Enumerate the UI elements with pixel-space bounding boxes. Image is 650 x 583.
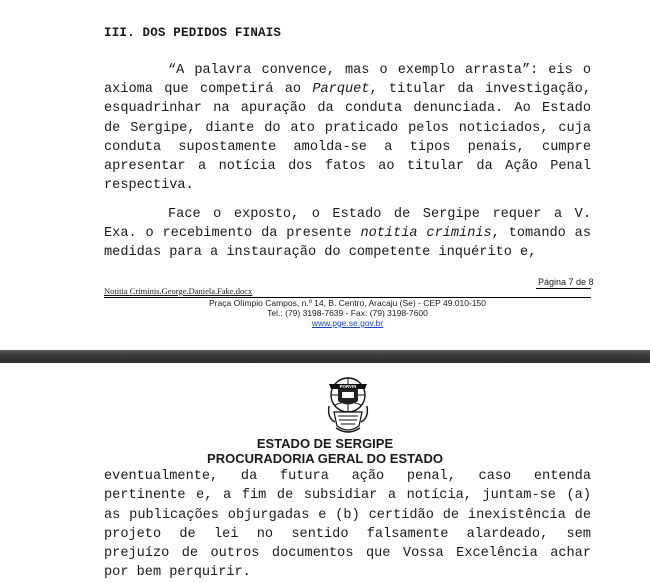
paragraph-1-italic: Parquet: [312, 82, 370, 98]
section-heading: III. DOS PEDIDOS FINAIS: [104, 26, 282, 40]
paragraph-1: [104, 61, 591, 195]
footer-file-name: [104, 286, 591, 298]
file-name-text: Notitia Criminis.George.Daniela.Fake.docx: [104, 286, 253, 296]
state-seal-icon: [325, 376, 371, 438]
state-name: ESTADO DE SERGIPE: [256, 436, 394, 451]
footer-website-link[interactable]: www.pge.se.gov.br: [311, 318, 384, 328]
paragraph-1-text-b: , titular da investigação, esquadrinhar na apuração da conduta denunciada. Ao Estado de Sergipe, diante do ato praticado pelos noticiados, cuja conduta supostamente amolda-se a tipos penais, cumpre apresentar a notícia dos fatos ao titular da Ação Penal respectiva.: [104, 82, 591, 194]
paragraph-2-italic: notitia criminis: [360, 226, 492, 242]
footer-address: Praça Olímpio Campos, n.º 14, B. Centro, Aracaju (Se) - CEP 49.010-150: [209, 298, 486, 308]
paragraph-2: [104, 205, 591, 263]
office-name: PROCURADORIA GERAL DO ESTADO: [207, 451, 443, 466]
paragraph-2-text-b: , tomando as medidas para a instauração do competente inquérito e,: [104, 226, 591, 261]
page-separator: [0, 350, 650, 363]
seal-motto: PORVIR: [339, 384, 357, 390]
page-number: Página 7 de 8: [538, 277, 594, 287]
document-page-8: [0, 363, 650, 581]
paragraph-2-text-a: Face o exposto, o Estado de Sergipe requer a V. Exa. o recebimento da presente: [104, 207, 591, 242]
footer-phones: Tel.: (79) 3198-7639 - Fax: (79) 3198-7600: [267, 308, 428, 318]
paragraph-1-text-a: “A palavra convence, mas o exemplo arrasta”: eis o axioma que competirá ao: [104, 63, 591, 98]
paragraph-3: eventualmente, da futura ação penal, caso entenda pertinente e, a fim de subsidiar a notícia, juntam-se (a) as publicações objurgadas e (b) certidão de inexistência de projeto de lei no sentido falsamente alardeado, sem prejuízo de outros documentos que Vossa Excelência achar por bem perquirir.: [104, 469, 591, 581]
